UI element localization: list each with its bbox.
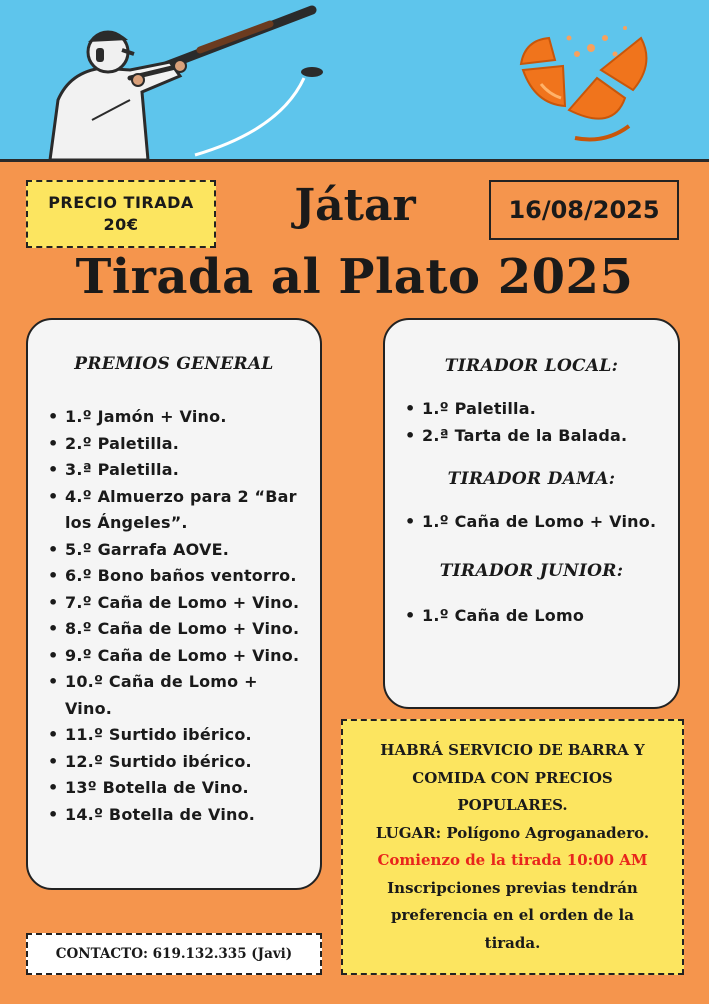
prize-item: • 3.ª Paletilla.: [28, 457, 320, 484]
prize-item: • 10.º Caña de Lomo + Vino.: [28, 669, 320, 722]
start-time-line: Comienzo de la tirada 10:00 AM: [377, 851, 648, 869]
location-line: LUGAR: Polígono Agroganadero.: [375, 823, 650, 842]
general-prizes-list: [28, 404, 320, 828]
prize-item: • 11.º Surtido ibérico.: [28, 722, 320, 749]
info-box: [341, 719, 684, 975]
lady-shooter-heading: TIRADOR DAMA:: [447, 469, 616, 489]
prize-item: • 8.º Caña de Lomo + Vino.: [28, 616, 320, 643]
info-line: HABRÁ SERVICIO DE BARRA Y: [380, 741, 645, 759]
lady-prizes-list: [385, 509, 678, 536]
junior-prizes-list: [385, 603, 678, 630]
info-line: Inscripciones previas tendrán: [387, 878, 638, 897]
prize-item: • 2.ª Tarta de la Balada.: [385, 423, 678, 450]
junior-shooter-heading: TIRADOR JUNIOR:: [439, 560, 624, 581]
prize-item: • 1.º Caña de Lomo: [385, 603, 678, 630]
prize-item: • 1.º Caña de Lomo + Vino.: [385, 509, 678, 536]
contact-box: CONTACTO: 619.132.335 (Javi): [26, 933, 322, 975]
prize-item: • 9.º Caña de Lomo + Vino.: [28, 643, 320, 670]
prize-item: • 14.º Botella de Vino.: [28, 802, 320, 829]
clay-shooter-icon: [30, 0, 330, 160]
prize-item: • 5.º Garrafa AOVE.: [28, 537, 320, 564]
broken-clay-target-icon: [505, 8, 665, 148]
info-line: POPULARES.: [457, 796, 568, 814]
prize-item: • 2.º Paletilla.: [28, 431, 320, 458]
prize-item: • 1.º Paletilla.: [385, 396, 678, 423]
price-label: PRECIO TIRADA: [48, 192, 194, 212]
page-title: Tirada al Plato 2025: [75, 249, 634, 305]
prize-item: • 4.º Almuerzo para 2 “Bar los Ángeles”.: [28, 484, 320, 537]
general-prizes-card: [26, 318, 322, 890]
general-prizes-heading: PREMIOS GENERAL: [74, 354, 274, 374]
event-date: 16/08/2025: [489, 180, 679, 240]
price-box: [26, 180, 216, 248]
prize-item: • 6.º Bono baños ventorro.: [28, 563, 320, 590]
prize-item: • 1.º Jamón + Vino.: [28, 404, 320, 431]
price-value: 20€: [103, 215, 139, 234]
header-illustration: [0, 0, 709, 162]
local-prizes-list: [385, 396, 678, 449]
info-line: preferencia en el orden de la: [391, 906, 634, 924]
prize-item: • 12.º Surtido ibérico.: [28, 749, 320, 776]
local-shooter-heading: TIRADOR LOCAL:: [444, 356, 619, 376]
category-prizes-card: [383, 318, 680, 709]
info-line: COMIDA CON PRECIOS: [412, 768, 613, 787]
prize-item: • 13º Botella de Vino.: [28, 775, 320, 802]
info-line: tirada.: [484, 933, 541, 952]
town-name: Játar: [294, 180, 416, 231]
prize-item: • 7.º Caña de Lomo + Vino.: [28, 590, 320, 617]
